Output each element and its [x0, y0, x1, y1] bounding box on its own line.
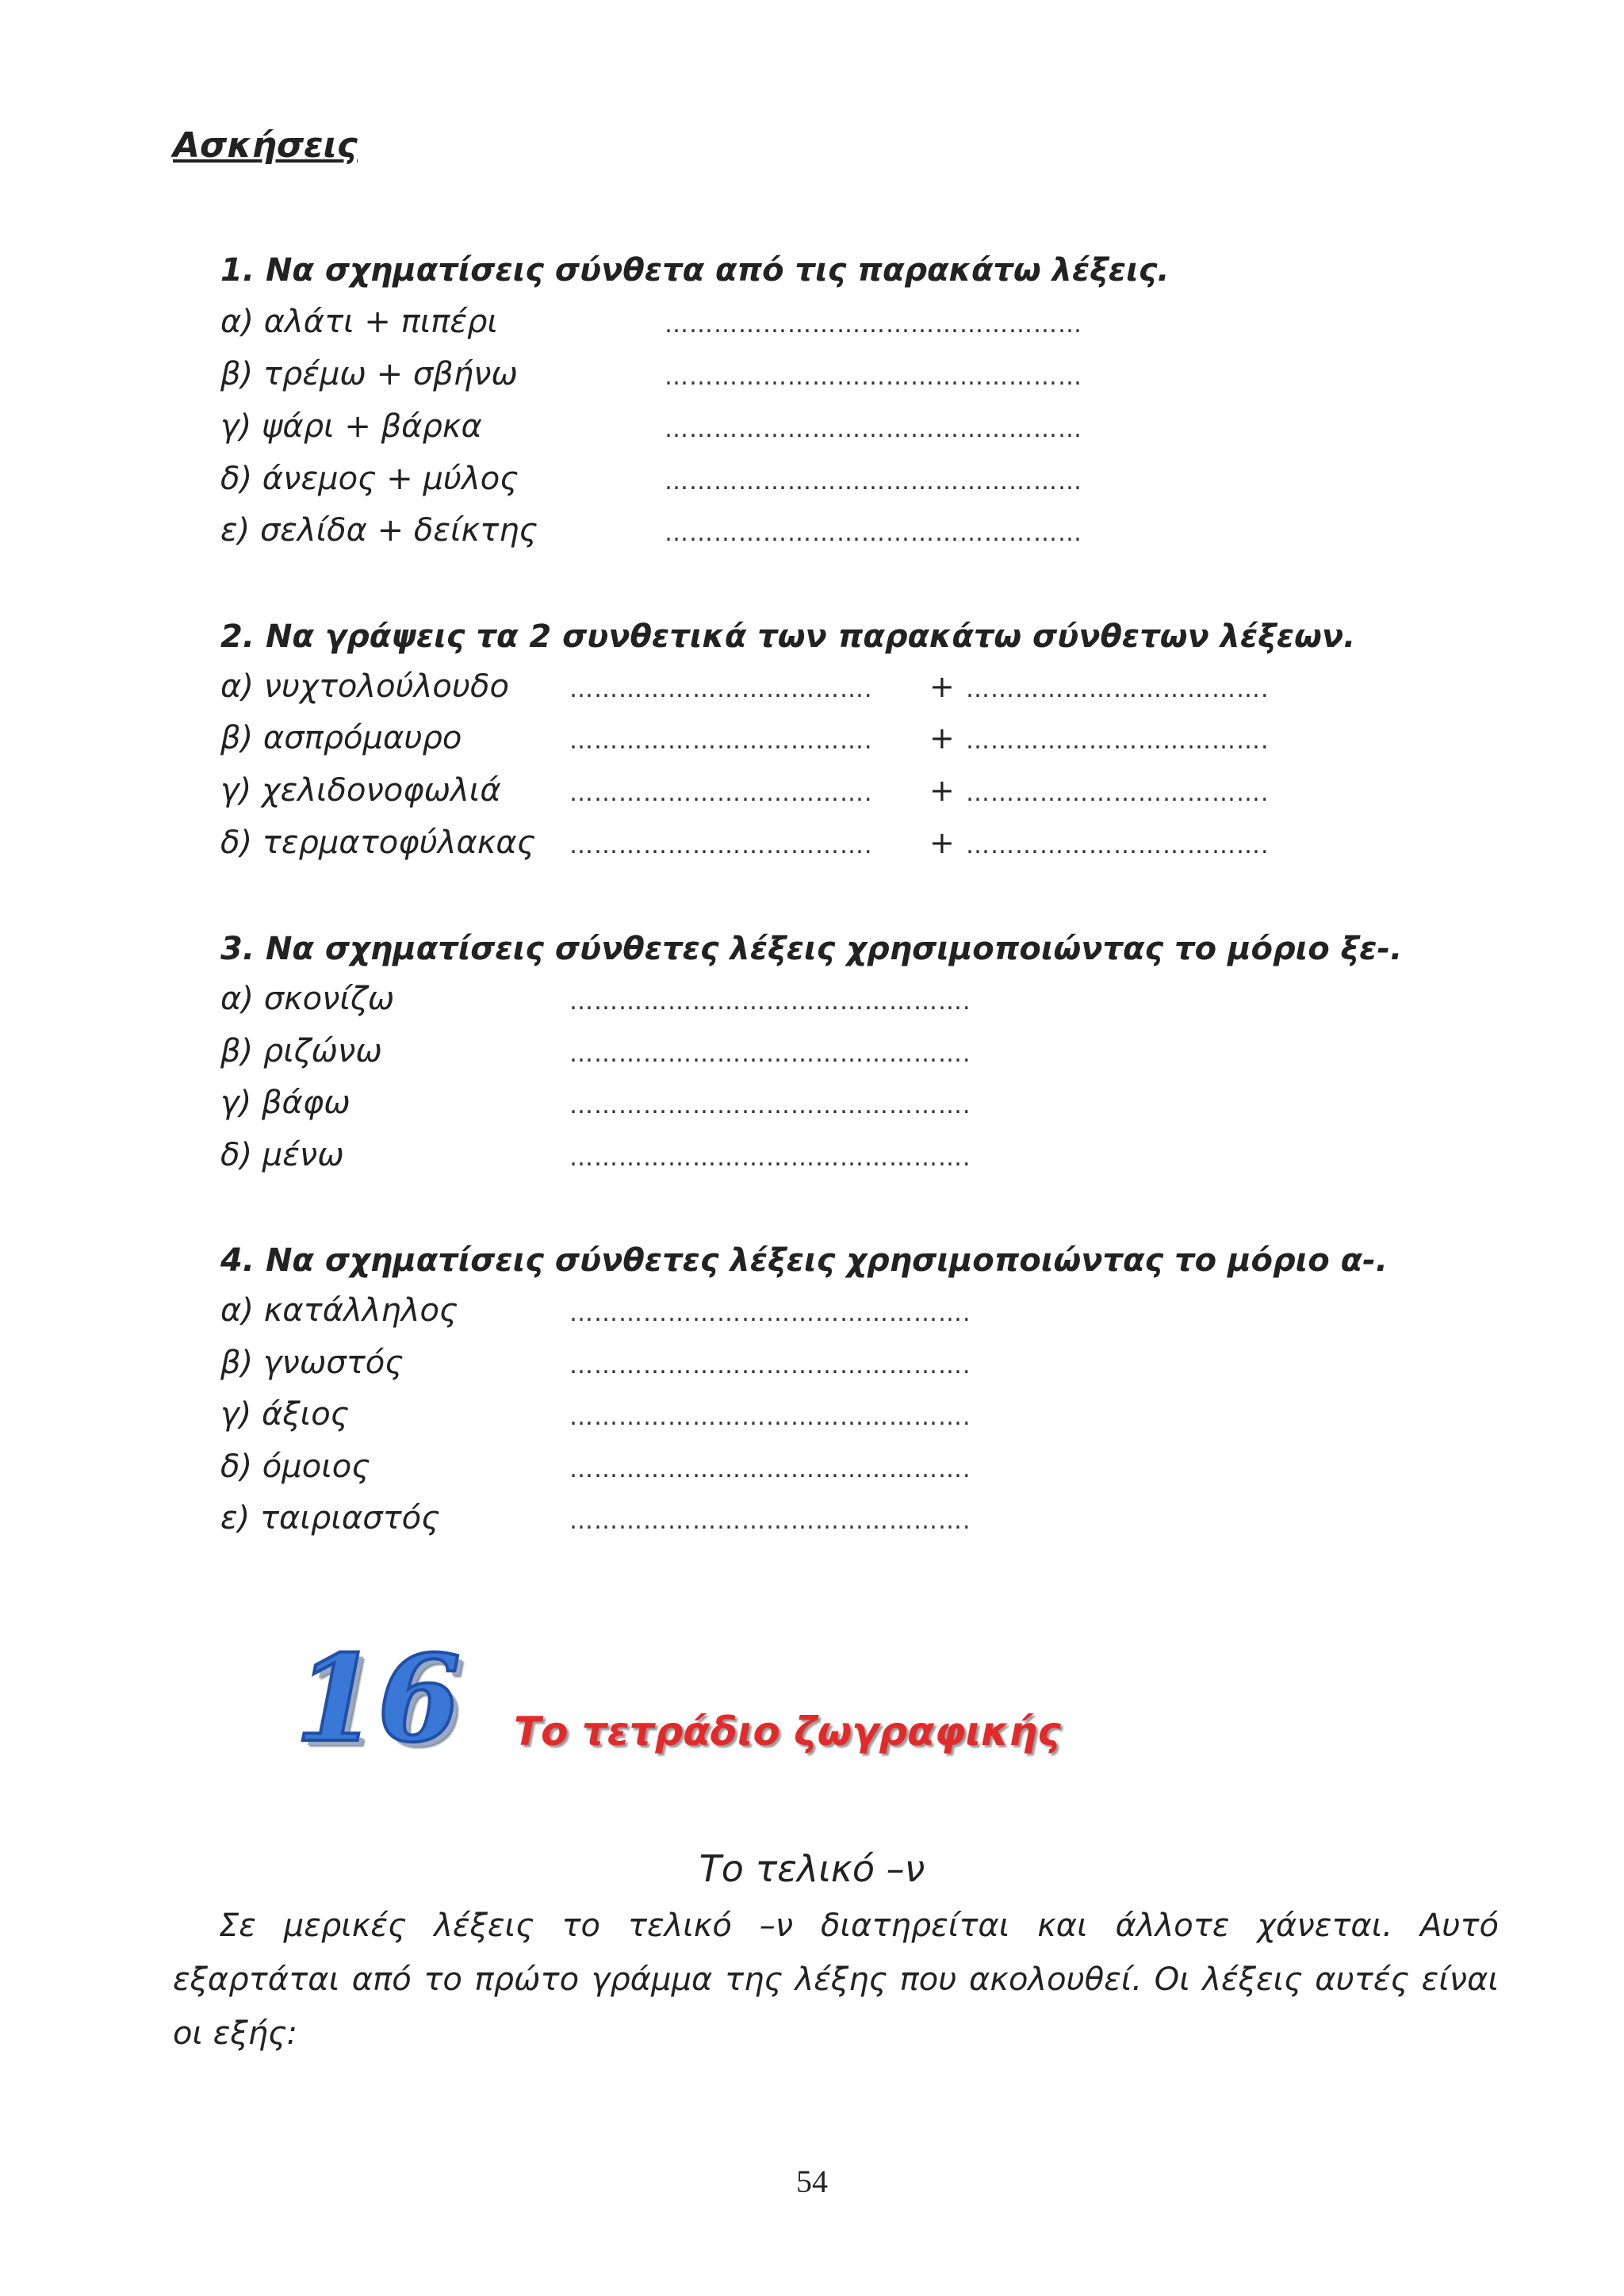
- chapter-title: Το τετράδιο ζωγραφικής: [514, 1709, 1061, 1755]
- exercise-1-item: ε) σελίδα + δείκτης: [220, 512, 538, 549]
- answer-blank: ……………………………….: [569, 727, 873, 755]
- answer-blank: ……………………………………………: [665, 468, 1082, 496]
- exercise-2-title: 2. Να γράψεις τα 2 συνθετικά των παρακάτω σύνθετων λέξεων.: [220, 618, 1356, 655]
- answer-blank: ……………………………….: [966, 779, 1270, 807]
- exercise-1-item: γ) ψάρι + βάρκα: [220, 408, 482, 445]
- exercise-2-item: δ) τερματοφύλακας: [220, 825, 536, 861]
- answer-blank: ………………………………………….: [569, 988, 971, 1016]
- answer-blank: ……………………………….: [966, 675, 1270, 703]
- answer-blank: ……………………………………………: [665, 311, 1082, 339]
- answer-blank: ……………………………….: [966, 832, 1270, 859]
- page-number: 54: [796, 2164, 828, 2199]
- exercise-1-title: 1. Να σχηματίσεις σύνθετα από τις παρακάτω λέξεις.: [220, 252, 1170, 289]
- exercise-3-item: γ) βάφω: [220, 1085, 350, 1121]
- answer-blank: ………………………………………….: [569, 1403, 971, 1431]
- exercise-1-item: β) τρέμω + σβήνω: [220, 356, 518, 392]
- exercise-3-item: δ) μένω: [220, 1137, 344, 1173]
- exercise-4-title: 4. Να σχηματίσεις σύνθετες λέξεις χρησιμοποιώντας το μόριο α-.: [220, 1242, 1388, 1279]
- exercise-4-item: β) γνωστός: [220, 1345, 404, 1381]
- plus-sign: +: [929, 669, 955, 704]
- exercise-1-item: δ) άνεμος + μύλος: [220, 461, 519, 497]
- answer-blank: ……………………………………………: [665, 415, 1082, 443]
- exercise-4-item: γ) άξιος: [220, 1396, 350, 1433]
- exercise-2-item: α) νυχτολούλουδο: [220, 668, 509, 705]
- answer-blank: ………………………………………….: [569, 1092, 971, 1119]
- exercise-3-title: 3. Να σχηματίσεις σύνθετες λέξεις χρησιμοποιώντας το μόριο ξε-.: [220, 931, 1403, 967]
- intro-paragraph: [173, 1899, 1499, 2061]
- plus-sign: +: [929, 825, 955, 860]
- plus-sign: +: [929, 773, 955, 808]
- section-title: Το τελικό –ν: [699, 1847, 925, 1890]
- answer-blank: ……………………………………………: [665, 363, 1082, 391]
- exercise-4-item: ε) ταιριαστός: [220, 1500, 440, 1536]
- exercise-2-item: β) ασπρόμαυρο: [220, 720, 462, 756]
- answer-blank: ………………………………………….: [569, 1352, 971, 1380]
- answer-blank: ……………………………………………: [665, 519, 1082, 547]
- exercise-1-item: α) αλάτι + πιπέρι: [220, 304, 498, 340]
- exercise-3-item: β) ριζώνω: [220, 1033, 382, 1070]
- exercise-3-item: α) σκονίζω: [220, 981, 395, 1017]
- exercise-4-item: α) κατάλληλος: [220, 1292, 458, 1329]
- exercise-4-item: δ) όμοιος: [220, 1448, 370, 1485]
- chapter-number: 16: [295, 1629, 461, 1769]
- exercises-heading: Ασκήσεις: [173, 125, 358, 166]
- answer-blank: ………………………………………….: [569, 1040, 971, 1068]
- answer-blank: ……………………………….: [569, 779, 873, 807]
- exercise-2-item: γ) χελιδονοφωλιά: [220, 772, 501, 809]
- answer-blank: ………………………………………….: [569, 1144, 971, 1172]
- answer-blank: ………………………………………….: [569, 1299, 971, 1327]
- answer-blank: ………………………………………….: [569, 1507, 971, 1535]
- answer-blank: ……………………………….: [569, 675, 873, 703]
- paragraph-text: Σε μερικές λέξεις το τελικό –ν διατηρείται και άλλοτε χάνεται. Αυτό εξαρτάται από το πρώτο γράμμα της λέξης που ακολουθεί. Οι λέξεις αυτές είναι οι εξής:: [173, 1908, 1499, 2052]
- plus-sign: +: [929, 721, 955, 756]
- answer-blank: ……………………………….: [569, 832, 873, 859]
- answer-blank: ………………………………………….: [569, 1456, 971, 1483]
- answer-blank: ……………………………….: [966, 727, 1270, 755]
